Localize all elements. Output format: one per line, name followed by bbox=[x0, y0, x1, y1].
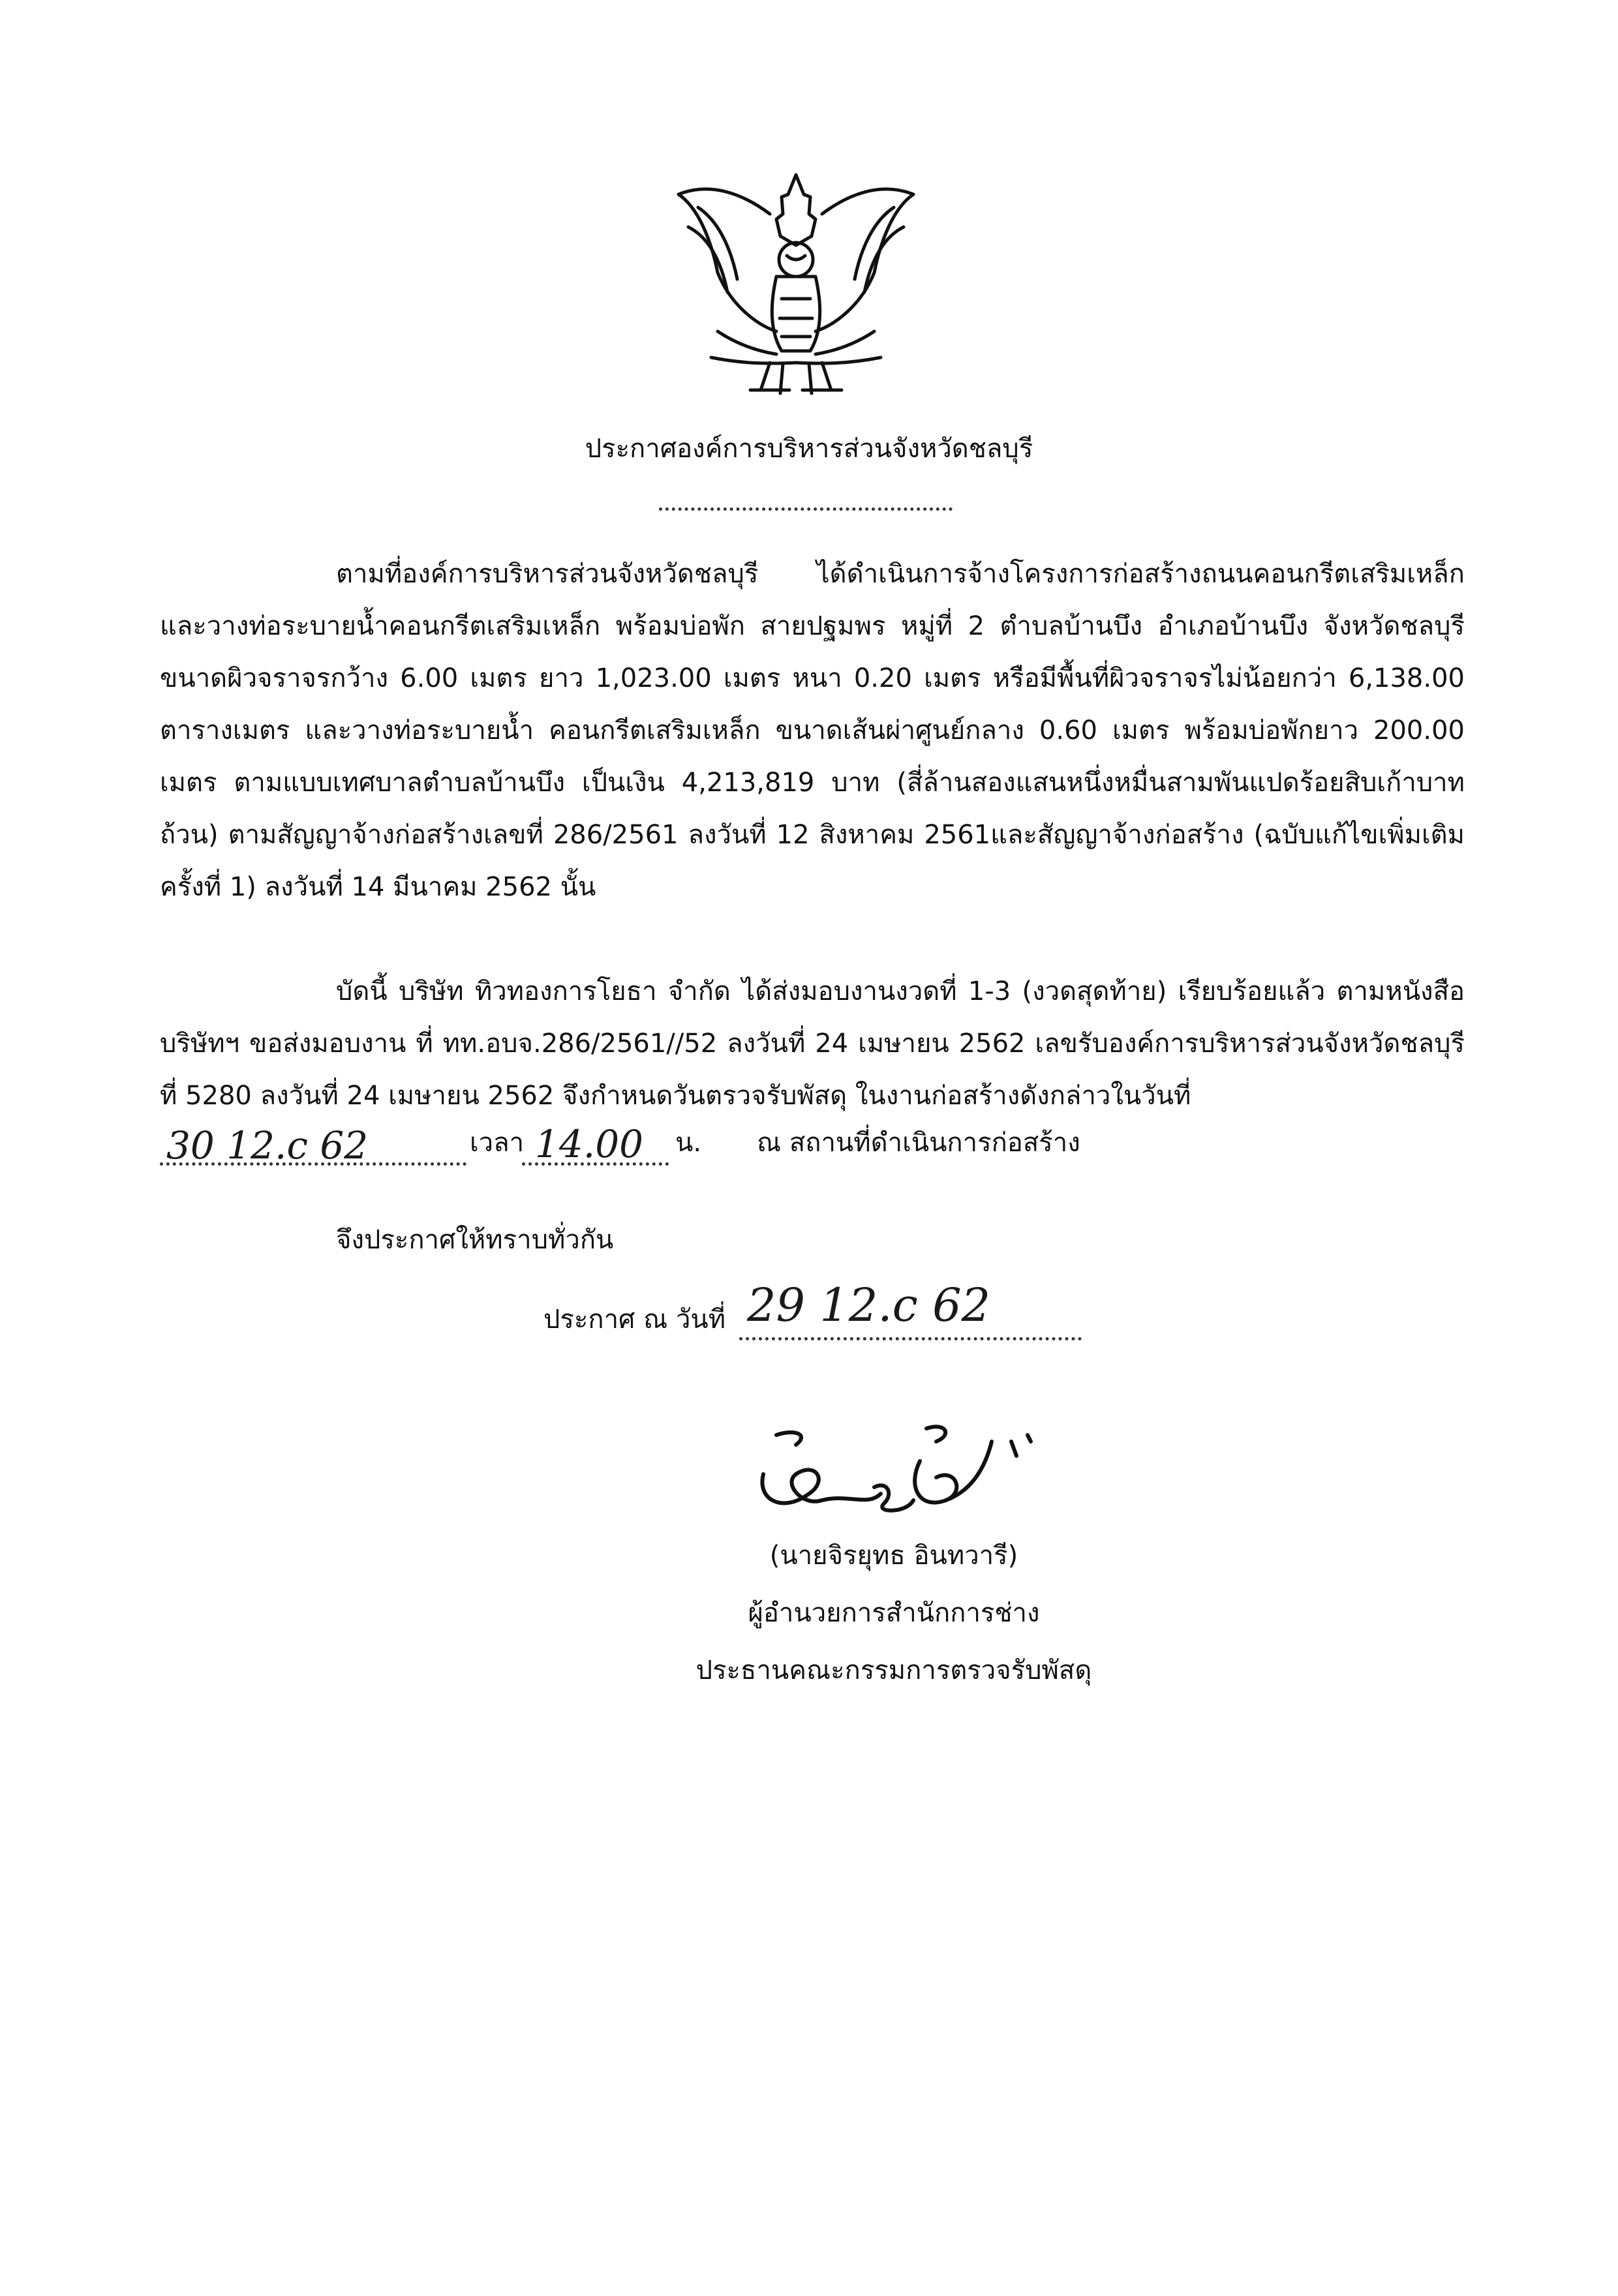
announcement-title: ประกาศองค์การบริหารส่วนจังหวัดชลบุรี bbox=[585, 434, 1033, 464]
garuda-emblem-icon bbox=[672, 168, 920, 403]
title-divider bbox=[659, 507, 953, 511]
body-paragraph-1: ตามที่องค์การบริหารส่วนจังหวัดชลบุรี ได้ดำเนินการจ้างโครงการก่อสร้างถนนคอนกรีตเสริมเหล็ก และวางท่อระบายน้ำคอนกรีตเสริมเหล็ก พร้อมบ่อพัก สายปฐมพร หมู่ที่ 2 ตำบลบ้านบึง อำเภอบ้านบึง จังหวัดชลบุรี ขนาดผิวจราจรกว้าง 6.00 เมตร ยาว 1,023.00 เมตร หนา 0.20 เมตร หรือมีพื้นที่ผิวจราจรไม่น้อยกว่า 6,138.00 ตารางเมตร และวางท่อระบายน้ำ คอนกรีตเสริมเหล็ก ขนาดเส้นผ่าศูนย์กลาง 0.60 เมตร พร้อมบ่อพักยาว 200.00 เมตร ตามแบบเทศบาลตำบลบ้านบึง เป็นเงิน 4,213,819 บาท (สี่ล้านสองแสนหนึ่งหมื่นสามพันแปดร้อยสิบเก้าบาทถ้วน) ตามสัญญาจ้างก่อสร้างเลขที่ 286/2561 ลงวันที่ 12 สิงหาคม 2561และสัญญาจ้างก่อสร้าง (ฉบับแก้ไขเพิ่มเติม ครั้งที่ 1) ลงวันที่ 14 มีนาคม 2562 นั้น bbox=[160, 559, 1465, 902]
closing-statement: จึงประกาศให้ทราบทั่วกัน bbox=[336, 1225, 614, 1255]
announced-date-dots bbox=[739, 1337, 1082, 1340]
handwritten-inspection-time: 14.00 bbox=[535, 1122, 644, 1166]
handwritten-signature bbox=[737, 1415, 1076, 1539]
handwritten-inspection-date: 30 12.c 62 bbox=[166, 1123, 369, 1168]
signatory-position-2: ประธานคณะกรรมการตรวจรับพัสดุ bbox=[695, 1655, 1092, 1685]
time-unit: น. bbox=[675, 1128, 702, 1158]
time-label: เวลา bbox=[470, 1128, 525, 1158]
signatory-position-1: ผู้อำนวยการสำนักการช่าง bbox=[748, 1598, 1040, 1628]
signatory-name: (นายจิรยุทธ อินทวารี) bbox=[769, 1541, 1018, 1571]
inspection-place: ณ สถานที่ดำเนินการก่อสร้าง bbox=[757, 1128, 1080, 1158]
handwritten-announced-date: 29 12.c 62 bbox=[747, 1278, 991, 1332]
body-paragraph-2: บัดนี้ บริษัท ทิวทองการโยธา จำกัด ได้ส่งมอบงานงวดที่ 1-3 (งวดสุดท้าย) เรียบร้อยแล้ว ตามหนังสือบริษัทฯ ขอส่งมอบงาน ที่ ทท.อบจ.286/2561//52 ลงวันที่ 24 เมษายน 2562 เลขรับองค์การบริหารส่วนจังหวัดชลบุรี ที่ 5280 ลงวันที่ 24 เมษายน 2562 จึงกำหนดวันตรวจรับพัสดุ ในงานก่อสร้างดังกล่าวในวันที่ bbox=[160, 976, 1465, 1111]
announced-date-label: ประกาศ ณ วันที่ bbox=[543, 1305, 726, 1335]
